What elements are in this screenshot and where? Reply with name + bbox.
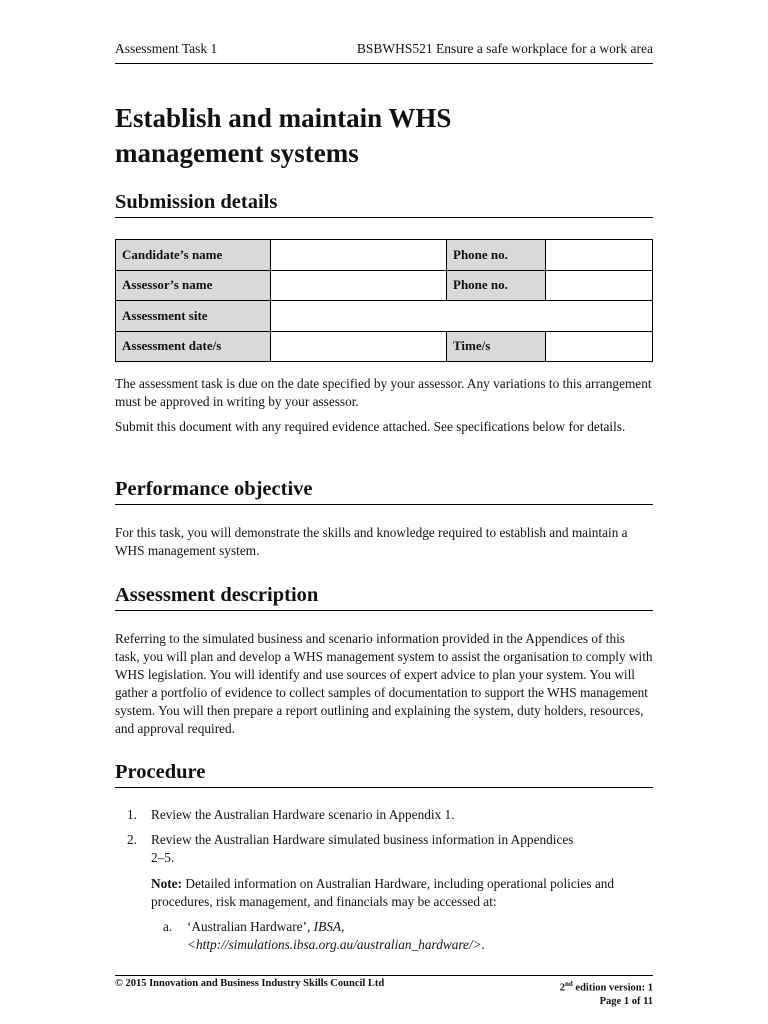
sub-item-letter: a. [163,919,173,934]
candidate-name-field[interactable] [271,240,447,271]
step-number: 1. [127,807,137,822]
candidate-phone-label: Phone no. [447,240,546,271]
submission-details-table [115,239,653,362]
description-heading: Assessment description [115,582,653,611]
submission-heading: Submission details [115,189,653,218]
assessment-date-field[interactable] [271,331,447,362]
candidate-name-label: Candidate’s name [116,240,271,271]
header-task-label: Assessment Task 1 [115,41,218,56]
edition-info: 2nd edition version: 1 Page 1 of 11 [559,980,653,1007]
header-unit-title: BSBWHS521 Ensure a safe workplace for a work area [356,41,653,56]
description-paragraph: Referring to the simulated business and scenario information provided in the Appendices of this task, you will plan and develop a WHS management system to assist the organisation to comply with WHS legislation. You will identify and use sources of expert advice to plan your system. You will gather a portfolio of evidence to collect samples of documentation to support the WHS management system. You will then prepare a report outlining and explaining the system, duty holders, resources, and approval required. [115,631,653,736]
sub-item-text: ‘Australian Hardware’, IBSA, <http://simulations.ibsa.org.au/australian_hardware/>. [187,919,485,952]
assessment-site-label: Assessment site [116,301,271,332]
step-text: Review the Australian Hardware scenario in Appendix 1. [151,807,455,822]
page-footer [115,975,653,1007]
page-title-line-2: management systems [115,138,359,168]
performance-heading: Performance objective [115,476,653,505]
assessment-date-label: Assessment date/s [116,331,271,362]
assessor-name-field[interactable] [271,270,447,301]
time-field[interactable] [546,331,653,362]
assessor-phone-label: Phone no. [447,270,546,301]
time-label: Time/s [447,331,546,362]
step-text: Review the Australian Hardware simulated business information in Appendices 2–5. [151,832,574,865]
page-title-line-1: Establish and maintain WHS [115,103,452,133]
table-row [116,240,653,271]
table-row [116,301,653,332]
assessor-phone-field[interactable] [546,270,653,301]
page-number: Page 1 of 11 [599,995,653,1007]
candidate-phone-field[interactable] [546,240,653,271]
submit-paragraph: Submit this document with any required evidence attached. See specifications below for details. [115,419,626,434]
page-title [115,101,451,171]
due-date-paragraph: The assessment task is due on the date specified by your assessor. Any variations to this arrangement must be approved in writing by your assessor. [115,376,652,409]
copyright-text: © 2015 Innovation and Business Industry Skills Council Ltd [115,978,385,989]
note-label: Note: [151,876,183,891]
procedure-heading: Procedure [115,759,653,788]
step-number: 2. [127,832,137,847]
ibsa-link[interactable]: <http://simulations.ibsa.org.au/australian_hardware/>. [187,937,485,952]
note-text: Note: Detailed information on Australian Hardware, including operational policies and procedures, risk management, and financials may be accessed at: [151,876,615,909]
performance-paragraph: For this task, you will demonstrate the skills and knowledge required to establish and maintain a WHS management system. [115,525,628,558]
running-header [115,41,653,64]
table-row [116,270,653,301]
table-row [116,331,653,362]
assessment-site-field[interactable] [271,301,653,332]
assessor-name-label: Assessor’s name [116,270,271,301]
